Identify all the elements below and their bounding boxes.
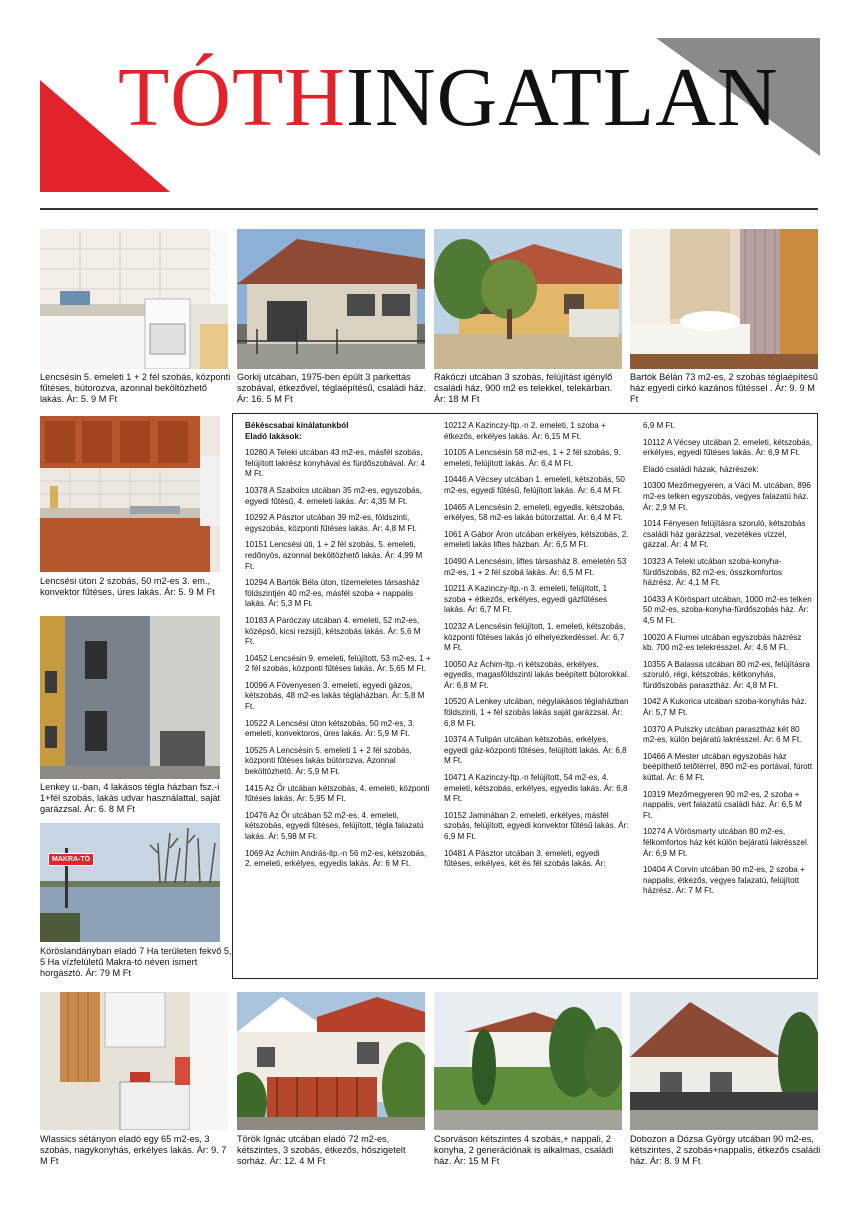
kitchen-photo — [40, 229, 228, 369]
photo-caption: Dobozon a Dózsa György utcában 90 m2-es, kétszintes, 2 szobás+nappalis, étkezős családi ház. Ár: 8. 9 M Ft — [630, 1134, 821, 1166]
kitchen-photo — [40, 992, 228, 1130]
listing-item: 10466 A Mester utcában egyszobás ház beépíthető tetőtérrel, 890 m2-es portával, fúrott kúttal. Ár: 6 M Ft. — [643, 751, 813, 783]
makra-to-sign: MAKRA-TÓ — [48, 853, 94, 866]
listing-item: 10152 Jaminában 2. emeleti, erkélyes, másfél szobás, felújított, egyedi konvektor fűtésű lakás. Ár: 6,9 M Ft. — [444, 810, 629, 841]
lake-photo — [40, 823, 220, 942]
listing-item: 10370 A Pulszky utcában parasztház két 80 m2-es, külön bejáratú lakrésszel. Ár: 6 M Ft. — [643, 724, 802, 745]
brand-name-part2: INGATLAN — [345, 51, 779, 144]
listing-item: 1014 Fényesen felújításra szoruló, kétszobás családi ház garázzsal, vezetékes vízzel, gázzal. Ár: 4 M Ft. — [643, 519, 806, 550]
listing-item: 10355 A Balassa utcában 80 m2-es, felújításra szoruló, régi, kétszobás, kétkonyhás, fürdőszobás parasztház. Ár: 4,8 M Ft. — [643, 659, 810, 690]
listing-item: 10212 A Kazinczy-ltp.-n 2. emeleti, 1 szoba + étkezős, erkélyes lakás. Ár: 6,15 M Ft. — [444, 421, 606, 441]
listing-item: 10490 A Lencsésin, liftes társasház 8. emeletén 53 m2-es, 1 + 2 fél szobá lakás. Ár: 6,5 M Ft. — [444, 556, 627, 577]
houses-heading: Eladó családi házak, házrészek: — [643, 464, 759, 474]
house-photo — [630, 992, 818, 1130]
photo-caption: Gorkij utcában, 1975-ben épült 3 parkettás szobával, étkezővel, téglaépítésű, családi ház. Ár: 16. 5 M Ft — [237, 372, 426, 404]
listing-item: 10151 Lencsési úti, 1 + 2 fél szobás, 5. emeleti, redőnyös, azonnal beköltözhető lakás. Ár: 4,99 M Ft. — [245, 540, 423, 571]
listing-item: 10232 A Lencsésin felújított, 1. emeleti, kétszobás, központi fűtéses lakás jó elhelyezkedéssel. Ár: 6,7 M Ft. — [444, 621, 626, 653]
photo-caption: Wlassics sétányon eladó egy 65 m2-es, 3 szobás, nagykonyhás, erkélyes lakás. Ár: 9. 7 M Ft — [40, 1134, 227, 1166]
listing-item: 10112 A Vécsey utcában 2. emeleti, kétszobás, erkélyes, egyedi fűtéses lakás. Ár: 6,9 M Ft. — [643, 437, 813, 458]
listing-item: 10476 Az Őr utcában 52 m2-es, 4. emeleti, kétszobás, egyedi fűtéses, felújított, tégla falazatú lakás. Ár: 5,98 M Ft. — [245, 810, 424, 841]
listing-item: 10452 Lencsésin 9. emeleti, felújított, 53 m2-es, 1 + 2 fél szobás, központi fűtéses lakás. Ár: 5,65 M Ft. — [245, 653, 431, 674]
photo-caption: Rákóczi utcában 3 szobás, felújítást igénylő családi ház, 900 m2 es telekkel, telekárban. Ár: 18 M Ft — [434, 372, 613, 404]
kitchen-photo — [40, 416, 220, 572]
photo-caption: Bartók Bélán 73 m2-es, 2 szobás téglaépítésű ház egyedi cirkó kazános fűtéssel . Ár: 9. 9 M Ft — [630, 372, 818, 404]
header-divider — [40, 208, 818, 210]
photo-caption: Lencsési úton 2 szobás, 50 m2-es 3. em., konvektor fűtéses, üres lakás. Ár: 5. 9 M Ft — [40, 576, 215, 597]
listings-column-2 — [444, 421, 630, 876]
photo-caption: Lenkey u.-ban, 4 lakásos tégla házban fsz.-i 1+fél szobás, lakás udvar használattal, saját garázzsal. Ár: 6. 8 M Ft — [40, 782, 221, 814]
listing-item: 10211 A Kazinczy-ltp.-n 3. emeleti, felújított, 1 szoba + étkezős, erkélyes, egyedi gázfűtéses lakás. Ár: 6,7 M Ft. — [444, 584, 608, 615]
listing-item: 10105 A Lencsésin 58 m2-es, 1 + 2 fél szobás, 9. emeleti, felújított lakás. Ár: 6,4 M Ft. — [444, 448, 621, 468]
listing-item: 10300 Mezőmegyeren, a Váci M. utcában, 896 m2-es telken egyszobás, vegyes falazatú ház. Ár: 2,9 M Ft. — [643, 481, 811, 512]
listing-item: 10292 A Pásztor utcában 39 m2-es, földszinti, egyszobás, központi fűtéses lakás. Ár: 4,8 M Ft. — [245, 513, 417, 533]
listing-item: 10481 A Pásztor utcában 3. emeleti, egyedi fűtéses, erkélyes, két és fél szobás lakás. Ár: — [444, 848, 606, 869]
listing-item: 1042 A Kukorica utcában szoba-konyhás ház. Ár: 5,7 M Ft. — [643, 697, 807, 718]
listing-item: 10471 A Kazinczy-ltp.-n felújított, 54 m2-es, 4. emeleti, kétszobás, erkélyes, egyedis lakás. Ár: 6,8 M Ft. — [444, 773, 628, 804]
photo-caption: Lencsésin 5. emeleti 1 + 2 fél szobás, központi fűtéses, bútorozva, azonnal beköltözhető lakás. Ár: 5. 9 M Ft — [40, 372, 231, 404]
listing-item: 10096 A Fövenyesen 3. emeleti, egyedi gázos, kétszobás, 48 m2-es lakás téglaházban. Ár: 5,8 M Ft. — [245, 680, 425, 712]
house-photo — [434, 229, 622, 369]
listing-item: 10378 A Szabolcs utcában 35 m2-es, egyszobás, egyedi fűtésű, 4. emeleti lakás. Ár: 4,35 M Ft. — [245, 485, 422, 506]
brand-logo — [118, 51, 779, 144]
listing-item: 10319 Mezőmegyeren 90 m2-es, 2 szoba + nappalis, vert falazatú családi ház. Ár: 6,5 M Ft. — [643, 789, 802, 820]
listing-item: 10374 A Tulipán utcában kétszobás, erkélyes, egyedi gáz-központi fűtéses, felújított lakás. Ár: 6,8 M Ft. — [444, 735, 627, 766]
listing-item: 10294 A Bartók Béla úton, tízemeletes társasház földszintjén 40 m2-es, másfél szoba + nappalis lakás. Ár: 5,3 M Ft. — [245, 578, 420, 609]
listing-item: 10323 A Teleki utcában szoba-konyha-fürdőszobás, 82 m2-es, összkomfortos házrész. Ár: 4,1 M Ft. — [643, 556, 783, 588]
listing-item: 10520 A Lenkey utcában, négylakásos téglaházban földszinti, 1 + fél szobás lakás saját garázzsal. Ár: 6,8 M Ft. — [444, 697, 629, 728]
listing-item: 1069 Az Áchim András-ltp.-n 56 m2-es, kétszobás, 2. emeleti, erkélyes, egyedis lakás. Ár: 6 M Ft. — [245, 848, 427, 869]
listing-item: 10404 A Corvin utcában 90 m2-es, 2 szoba + nappalis, étkezős, vegyes falazatú, felújított házrész. Ár: 7 M Ft. — [643, 865, 805, 896]
listing-item: 1061 A Gábor Áron utcában erkélyes, kétszobás, 2. emeleti lakás liftes házban. Ár: 6,5 M Ft. — [444, 529, 629, 550]
photo-caption: Török Ignác utcában eladó 72 m2-es, kétszintes, 3 szobás, étkezős, hőszigetelt sorház. Ár: 12. 4 M Ft — [237, 1134, 406, 1166]
house-photo — [434, 992, 622, 1130]
listing-item: 10183 A Paróczay utcában 4. emeleti, 52 m2-es, középső, kicsi rezsijű, kétszobás lakás. Ár: 5,6 M Ft. — [245, 615, 421, 647]
listing-item-continued: 6,9 M Ft. — [643, 421, 675, 430]
house-photo — [237, 229, 425, 369]
house-photo — [237, 992, 425, 1130]
listing-item: 10050 Az Áchim-ltp.-n kétszobás, erkélyes, egyedis, magasföldszinti lakás beépített bútorokkal. Ár: 6,8 M Ft. — [444, 659, 629, 690]
listing-item: 10446 A Vécsey utcában 1. emeleti, kétszobás, 50 m2-es, egyedi fűtésű, felújított lakás. Ár: 6,4 M Ft. — [444, 475, 625, 495]
listings-heading: Békéscsabai kínálatunkból — [245, 421, 349, 430]
bedroom-photo — [630, 229, 818, 369]
listings-column-3 — [643, 421, 813, 903]
listing-item: 10525 A Lencsésin 5. emeleti 1 + 2 fél szobás, központi fűtéses lakás bútorozva. Azonnal beköltözhető. Ár: 5,9 M Ft. — [245, 745, 412, 777]
listing-item: 10274 A Vörösmarty utcában 80 m2-es, félkomfortos ház két külön bejáratú lakrésszel. Ár: 6,9 M Ft. — [643, 827, 810, 858]
brand-name-part1: TÓTH — [118, 51, 346, 144]
listing-item: 10465 A Lencsésin 2. emeleti, egyedis, kétszobás, erkélyes, 58 m2-es lakás bútorzattal. Ár: 6,4 M Ft. — [444, 502, 625, 523]
listing-item: 10020 A Fiumei utcában egyszobás házrész kb. 700 m2-es telekrésszel. Ár: 4,6 M Ft. — [643, 632, 802, 653]
photo-caption: Köröslandányban eladó 7 Ha területen fekvő 5, 5 Ha vízfelületű Makra-tó néven ismert horgásztó. Ár: 79 M Ft — [40, 946, 232, 978]
photo-caption: Csorváson kétszintes 4 szobás,+ nappali, 2 konyha, 2 generációnak is alkalmas, családi ház. Ár: 15 M Ft — [434, 1134, 614, 1166]
house-photo — [40, 616, 220, 779]
flats-heading: Eladó lakások: — [245, 431, 302, 441]
listing-item: 10433 A Köröspart utcában, 1000 m2-es telken 50 m2-es, szoba-konyha-fürdőszobás ház. Ár: 4,5 M Ft. — [643, 594, 812, 625]
listings-column-1 — [245, 421, 431, 876]
listing-item: 1415 Az Őr utcában kétszobás, 4. emeleti, központi fűtéses lakás. Ár: 5,95 M Ft. — [245, 783, 430, 804]
listing-item: 10522 A Lencsési úton kétszobás, 50 m2-es, 3. emeleti, konvektoros, üres lakás. Ár: 5,9 M Ft. — [245, 718, 415, 739]
listing-item: 10280 A Teleki utcában 43 m2-es, másfél szobás, felújított lakrész konyhával és fürdőszobával. Ár: 4 M Ft. — [245, 448, 425, 479]
